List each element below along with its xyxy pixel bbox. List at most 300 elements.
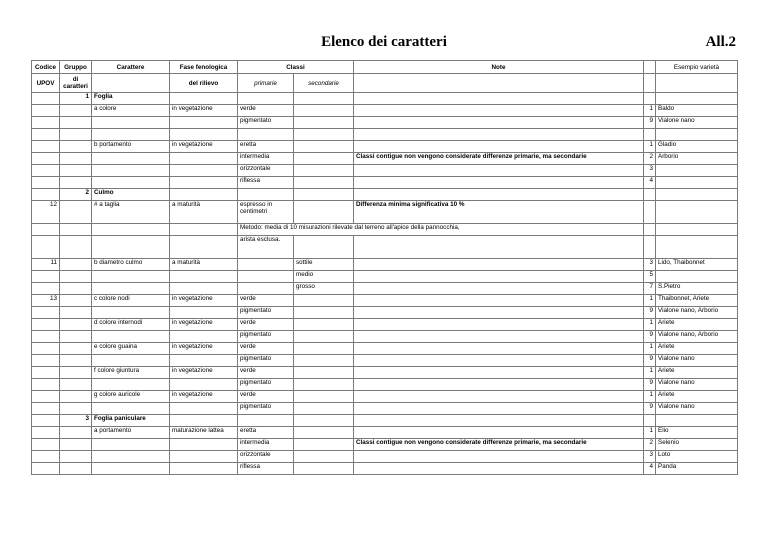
primarie-cell: pigmentato: [238, 307, 294, 319]
note-cell: Classi contigue non vengono considerate differenze primarie, ma secondarie: [354, 439, 644, 451]
upov-cell: [32, 141, 60, 153]
note-cell: [354, 177, 644, 189]
fase-cell: maturazione lattea: [170, 427, 238, 439]
note-cell: [354, 427, 644, 439]
fase-cell: [170, 379, 238, 391]
gruppo-cell: [60, 141, 92, 153]
table-body: [32, 93, 738, 475]
note-cell: Differenza minima significativa 10 %: [354, 201, 644, 224]
fase-cell: [170, 415, 238, 427]
secondarie-cell: [294, 439, 354, 451]
esempio-cell: [656, 415, 738, 427]
primarie-cell: riflessa: [238, 463, 294, 475]
carattere-cell: [92, 165, 170, 177]
fase-cell: [170, 403, 238, 415]
numero-cell: [644, 129, 656, 141]
upov-cell: [32, 283, 60, 295]
upov-cell: [32, 105, 60, 117]
numero-cell: 3: [644, 259, 656, 271]
upov-cell: [32, 331, 60, 343]
note-cell: [354, 141, 644, 153]
carattere-cell: [92, 403, 170, 415]
fase-cell: [170, 177, 238, 189]
numero-cell: 4: [644, 463, 656, 475]
esempio-cell: [656, 93, 738, 105]
fase-cell: [170, 463, 238, 475]
carattere-cell: [92, 283, 170, 295]
carattere-cell: [92, 355, 170, 367]
primarie-cell: Metodo: media di 10 misurazioni rilevate dal terreno all'apice della pannocchia,: [238, 224, 644, 236]
gruppo-cell: [60, 319, 92, 331]
carattere-cell: Culmo: [92, 189, 170, 201]
note-cell: [354, 165, 644, 177]
upov-cell: [32, 177, 60, 189]
secondarie-cell: [294, 367, 354, 379]
gruppo-cell: [60, 391, 92, 403]
gruppo-cell: [60, 367, 92, 379]
numero-cell: 4: [644, 177, 656, 189]
header-blank: [644, 74, 656, 93]
table-row: [32, 427, 738, 439]
primarie-cell: verde: [238, 105, 294, 117]
esempio-cell: [656, 189, 738, 201]
header-fase: Fase fenologica: [170, 61, 238, 74]
upov-cell: 13: [32, 295, 60, 307]
primarie-cell: verde: [238, 391, 294, 403]
esempio-cell: Ariete: [656, 319, 738, 331]
table-row: [32, 141, 738, 153]
fase-cell: [170, 189, 238, 201]
table-row: [32, 295, 738, 307]
secondarie-cell: [294, 463, 354, 475]
numero-cell: 9: [644, 331, 656, 343]
header-blank: [354, 74, 644, 93]
note-cell: [354, 463, 644, 475]
secondarie-cell: [294, 343, 354, 355]
note-cell: [354, 403, 644, 415]
table-row: [32, 129, 738, 141]
primarie-cell: pigmentato: [238, 331, 294, 343]
secondarie-cell: [294, 201, 354, 224]
gruppo-cell: [60, 295, 92, 307]
carattere-cell: g colore auricole: [92, 391, 170, 403]
header-codice: Codice: [32, 61, 60, 74]
note-cell: [354, 367, 644, 379]
fase-cell: [170, 93, 238, 105]
gruppo-cell: [60, 283, 92, 295]
carattere-cell: [92, 177, 170, 189]
secondarie-cell: [294, 141, 354, 153]
note-cell: [354, 331, 644, 343]
gruppo-cell: [60, 165, 92, 177]
fase-cell: [170, 307, 238, 319]
primarie-cell: orizzontale: [238, 165, 294, 177]
secondarie-cell: [294, 177, 354, 189]
table-row: [32, 463, 738, 475]
characters-table: [31, 60, 738, 475]
note-cell: [354, 271, 644, 283]
numero-cell: 1: [644, 141, 656, 153]
upov-cell: [32, 391, 60, 403]
carattere-cell: c colore nodi: [92, 295, 170, 307]
fase-cell: in vegetazione: [170, 367, 238, 379]
gruppo-cell: [60, 463, 92, 475]
numero-cell: 9: [644, 355, 656, 367]
esempio-cell: Vialone nano: [656, 379, 738, 391]
primarie-cell: [238, 259, 294, 271]
esempio-cell: [656, 165, 738, 177]
carattere-cell: [92, 129, 170, 141]
secondarie-cell: [294, 355, 354, 367]
gruppo-cell: [60, 451, 92, 463]
header-blank: [656, 74, 738, 93]
esempio-cell: Panda: [656, 463, 738, 475]
esempio-cell: Vialone nano: [656, 355, 738, 367]
upov-cell: [32, 189, 60, 201]
header-row-2: [32, 74, 738, 93]
header-carattere: Carattere: [92, 61, 170, 74]
numero-cell: 1: [644, 295, 656, 307]
fase-cell: a maturità: [170, 201, 238, 224]
gruppo-cell: [60, 427, 92, 439]
note-cell: [354, 451, 644, 463]
gruppo-cell: [60, 236, 92, 259]
secondarie-cell: [294, 379, 354, 391]
carattere-cell: [92, 379, 170, 391]
carattere-cell: Foglia paniculare: [92, 415, 170, 427]
table-row: [32, 451, 738, 463]
gruppo-cell: [60, 117, 92, 129]
fase-cell: [170, 153, 238, 165]
numero-cell: 9: [644, 379, 656, 391]
note-cell: [354, 391, 644, 403]
carattere-cell: # a taglia: [92, 201, 170, 224]
primarie-cell: intermedia: [238, 439, 294, 451]
header-upov: UPOV: [32, 74, 60, 93]
upov-cell: [32, 415, 60, 427]
primarie-cell: verde: [238, 343, 294, 355]
table-row: [32, 343, 738, 355]
esempio-cell: Vialone nano: [656, 117, 738, 129]
gruppo-cell: [60, 201, 92, 224]
fase-cell: [170, 224, 238, 236]
esempio-cell: [656, 177, 738, 189]
primarie-cell: [238, 129, 294, 141]
upov-cell: 12: [32, 201, 60, 224]
upov-cell: [32, 319, 60, 331]
carattere-cell: [92, 153, 170, 165]
header-row-1: [32, 61, 738, 74]
note-cell: [354, 343, 644, 355]
carattere-cell: [92, 451, 170, 463]
note-cell: Classi contigue non vengono considerate differenze primarie, ma secondarie: [354, 153, 644, 165]
primarie-cell: orizzontale: [238, 451, 294, 463]
numero-cell: [644, 415, 656, 427]
header-esempio: Esempio varietà: [656, 61, 738, 74]
esempio-cell: [656, 224, 738, 236]
carattere-cell: a colore: [92, 105, 170, 117]
table-row: [32, 224, 738, 236]
note-cell: [354, 236, 644, 259]
esempio-cell: [656, 236, 738, 259]
upov-cell: [32, 427, 60, 439]
fase-cell: [170, 451, 238, 463]
note-cell: [354, 307, 644, 319]
table-row: [32, 236, 738, 259]
secondarie-cell: [294, 93, 354, 105]
fase-cell: [170, 283, 238, 295]
note-cell: [354, 355, 644, 367]
primarie-cell: pigmentato: [238, 117, 294, 129]
note-cell: [354, 319, 644, 331]
secondarie-cell: [294, 391, 354, 403]
fase-cell: [170, 271, 238, 283]
esempio-cell: Thaibonnet, Ariete: [656, 295, 738, 307]
numero-cell: [644, 201, 656, 224]
note-cell: [354, 129, 644, 141]
esempio-cell: Loto: [656, 451, 738, 463]
secondarie-cell: [294, 307, 354, 319]
esempio-cell: Elio: [656, 427, 738, 439]
carattere-cell: Foglia: [92, 93, 170, 105]
fase-cell: [170, 439, 238, 451]
numero-cell: 1: [644, 367, 656, 379]
numero-cell: 1: [644, 427, 656, 439]
carattere-cell: [92, 307, 170, 319]
secondarie-cell: [294, 236, 354, 259]
fase-cell: in vegetazione: [170, 391, 238, 403]
table-row: [32, 177, 738, 189]
upov-cell: [32, 165, 60, 177]
gruppo-cell: [60, 403, 92, 415]
secondarie-cell: [294, 331, 354, 343]
secondarie-cell: [294, 415, 354, 427]
fase-cell: [170, 165, 238, 177]
gruppo-cell: [60, 259, 92, 271]
numero-cell: [644, 236, 656, 259]
esempio-cell: Baldo: [656, 105, 738, 117]
gruppo-cell: [60, 307, 92, 319]
numero-cell: 3: [644, 165, 656, 177]
note-cell: [354, 117, 644, 129]
upov-cell: [32, 271, 60, 283]
esempio-cell: Ariete: [656, 343, 738, 355]
numero-cell: 2: [644, 153, 656, 165]
table-row: [32, 271, 738, 283]
table-row: [32, 105, 738, 117]
gruppo-cell: [60, 439, 92, 451]
fase-cell: a maturità: [170, 259, 238, 271]
esempio-cell: Vialone nano, Arborio: [656, 307, 738, 319]
numero-cell: 1: [644, 343, 656, 355]
numero-cell: 9: [644, 307, 656, 319]
fase-cell: [170, 331, 238, 343]
table-row: [32, 331, 738, 343]
table-row: [32, 367, 738, 379]
header-blank: [644, 61, 656, 74]
header-classi: Classi: [238, 61, 354, 74]
primarie-cell: intermedia: [238, 153, 294, 165]
upov-cell: [32, 153, 60, 165]
upov-cell: [32, 129, 60, 141]
gruppo-cell: [60, 379, 92, 391]
upov-cell: [32, 117, 60, 129]
secondarie-cell: [294, 189, 354, 201]
secondarie-cell: [294, 153, 354, 165]
gruppo-cell: 3: [60, 415, 92, 427]
carattere-cell: [92, 439, 170, 451]
upov-cell: [32, 379, 60, 391]
secondarie-cell: [294, 403, 354, 415]
gruppo-cell: [60, 271, 92, 283]
secondarie-cell: [294, 427, 354, 439]
primarie-cell: [238, 271, 294, 283]
secondarie-cell: [294, 295, 354, 307]
primarie-cell: pigmentato: [238, 403, 294, 415]
table-row: [32, 307, 738, 319]
primarie-cell: espresso in centimetri: [238, 201, 294, 224]
gruppo-cell: [60, 355, 92, 367]
carattere-cell: [92, 236, 170, 259]
upov-cell: [32, 93, 60, 105]
note-cell: [354, 105, 644, 117]
primarie-cell: pigmentato: [238, 355, 294, 367]
gruppo-cell: [60, 343, 92, 355]
note-cell: [354, 259, 644, 271]
esempio-cell: [656, 129, 738, 141]
upov-cell: [32, 355, 60, 367]
numero-cell: 1: [644, 391, 656, 403]
numero-cell: 5: [644, 271, 656, 283]
primarie-cell: pigmentato: [238, 379, 294, 391]
header-di-caratteri: di caratteri: [60, 74, 92, 93]
upov-cell: [32, 439, 60, 451]
numero-cell: 3: [644, 451, 656, 463]
fase-cell: in vegetazione: [170, 343, 238, 355]
esempio-cell: S.Pietro: [656, 283, 738, 295]
carattere-cell: [92, 463, 170, 475]
numero-cell: [644, 224, 656, 236]
table-row: [32, 153, 738, 165]
carattere-cell: [92, 331, 170, 343]
esempio-cell: Selenio: [656, 439, 738, 451]
note-cell: [354, 379, 644, 391]
numero-cell: [644, 93, 656, 105]
carattere-cell: f colore giuntura: [92, 367, 170, 379]
table-row: [32, 117, 738, 129]
annex-label: All.2: [705, 34, 736, 50]
table-row: [32, 391, 738, 403]
carattere-cell: a portamento: [92, 427, 170, 439]
note-cell: [354, 283, 644, 295]
primarie-cell: verde: [238, 367, 294, 379]
esempio-cell: Ariete: [656, 391, 738, 403]
gruppo-cell: [60, 105, 92, 117]
header-primarie: primarie: [238, 74, 294, 93]
carattere-cell: b portamento: [92, 141, 170, 153]
fase-cell: in vegetazione: [170, 141, 238, 153]
esempio-cell: [656, 271, 738, 283]
table-row: [32, 319, 738, 331]
gruppo-cell: [60, 153, 92, 165]
primarie-cell: eretta: [238, 427, 294, 439]
secondarie-cell: [294, 129, 354, 141]
fase-cell: [170, 117, 238, 129]
table-row: [32, 403, 738, 415]
header-gruppo: Gruppo: [60, 61, 92, 74]
carattere-cell: [92, 224, 170, 236]
upov-cell: [32, 307, 60, 319]
secondarie-cell: [294, 105, 354, 117]
carattere-cell: [92, 271, 170, 283]
secondarie-cell: [294, 319, 354, 331]
fase-cell: in vegetazione: [170, 319, 238, 331]
note-cell: [354, 295, 644, 307]
primarie-cell: [238, 283, 294, 295]
numero-cell: 1: [644, 319, 656, 331]
upov-cell: 11: [32, 259, 60, 271]
primarie-cell: riflessa: [238, 177, 294, 189]
table-row: [32, 415, 738, 427]
primarie-cell: eretta: [238, 141, 294, 153]
numero-cell: 2: [644, 439, 656, 451]
table-row: [32, 189, 738, 201]
gruppo-cell: 2: [60, 189, 92, 201]
numero-cell: 9: [644, 403, 656, 415]
upov-cell: [32, 367, 60, 379]
numero-cell: [644, 189, 656, 201]
primarie-cell: [238, 93, 294, 105]
table-row: [32, 259, 738, 271]
numero-cell: 7: [644, 283, 656, 295]
gruppo-cell: [60, 129, 92, 141]
secondarie-cell: sottile: [294, 259, 354, 271]
table-row: [32, 355, 738, 367]
esempio-cell: Vialone nano: [656, 403, 738, 415]
table-row: [32, 439, 738, 451]
document-title: Elenco dei caratteri: [321, 34, 447, 50]
secondarie-cell: [294, 117, 354, 129]
numero-cell: 1: [644, 105, 656, 117]
esempio-cell: [656, 201, 738, 224]
fase-cell: [170, 355, 238, 367]
gruppo-cell: 1: [60, 93, 92, 105]
primarie-cell: arista esclusa.: [238, 236, 294, 259]
esempio-cell: Vialone nano, Arborio: [656, 331, 738, 343]
esempio-cell: Gladio: [656, 141, 738, 153]
esempio-cell: Ariete: [656, 367, 738, 379]
carattere-cell: e colore guaina: [92, 343, 170, 355]
table-row: [32, 379, 738, 391]
upov-cell: [32, 403, 60, 415]
header-del-rilievo: del rilievo: [170, 74, 238, 93]
header-blank: [92, 74, 170, 93]
table-row: [32, 283, 738, 295]
header-note: Note: [354, 61, 644, 74]
fase-cell: in vegetazione: [170, 295, 238, 307]
upov-cell: [32, 463, 60, 475]
table-row: [32, 165, 738, 177]
esempio-cell: Arborio: [656, 153, 738, 165]
note-cell: [354, 93, 644, 105]
carattere-cell: [92, 117, 170, 129]
fase-cell: in vegetazione: [170, 105, 238, 117]
note-cell: [354, 415, 644, 427]
table-row: [32, 93, 738, 105]
gruppo-cell: [60, 331, 92, 343]
esempio-cell: Lido, Thaibonnet: [656, 259, 738, 271]
header-secondarie: secondarie: [294, 74, 354, 93]
